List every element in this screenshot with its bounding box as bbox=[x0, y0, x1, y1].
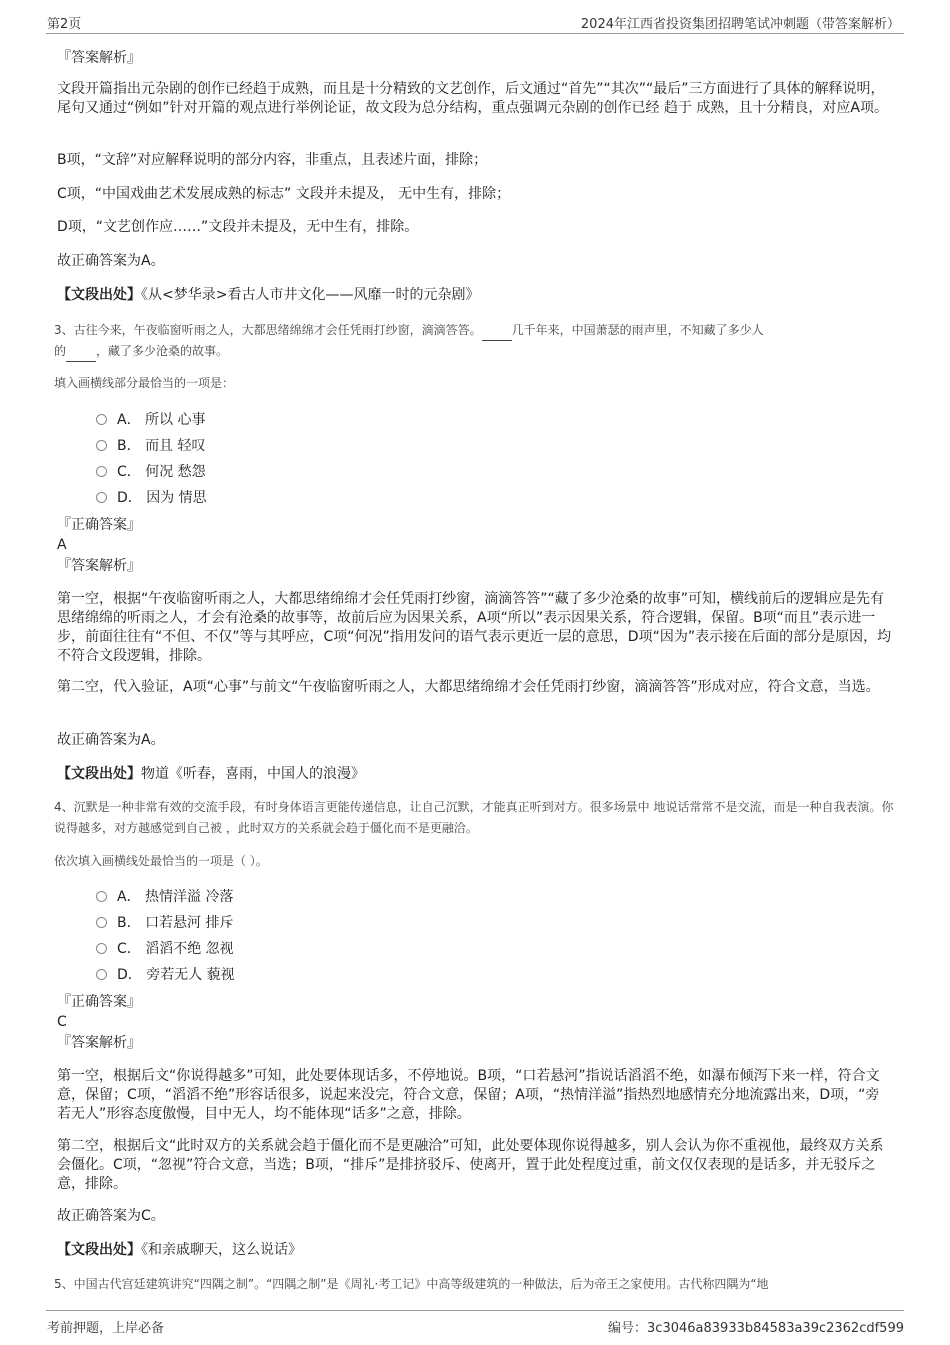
question-stem: 4、沉默是一种非常有效的交流手段，有时身体语言更能传递信息，让自己沉默，才能真正听到对方。很多场景中 地说话常常不是交流，而是一种自我表演。你说得越多，对方越感觉到自己被 ，此时双方的关系就会趋于僵化而不是更融洽。 bbox=[54, 800, 894, 835]
analysis-paragraph: 第一空，根据后文“你说得越多”可知，此处要体现话多，不停地说。B项，“口若悬河”指说话滔滔不绝，如瀑布倾泻下来一样，符合文意，保留；C项，“滔滔不绝”形容话很多，说起来没完，符合文意，保留；A项，“热情洋溢”指热烈地感情充分地流露出来，D项，“旁若无人”形容态度傲慢，目中无人，均不能体现“话多”之意，排除。 bbox=[57, 1068, 880, 1122]
fill-blank bbox=[482, 328, 512, 341]
option-text: 旁若无人 藐视 bbox=[146, 967, 235, 983]
analysis-title: 『答案解析』 bbox=[57, 50, 141, 66]
source-label: 【文段出处】 bbox=[57, 287, 141, 303]
answer-conclusion: 故正确答案为A。 bbox=[57, 253, 165, 269]
option-letter: C． bbox=[117, 464, 141, 480]
analysis-paragraph: B项，“文辞”对应解释说明的部分内容，非重点，且表述片面，排除； bbox=[57, 152, 488, 168]
question-prompt: 填入画横线部分最恰当的一项是： bbox=[54, 376, 235, 390]
source-title: 物道《听春，喜雨，中国人的浪漫》 bbox=[141, 766, 365, 782]
source-line bbox=[57, 765, 893, 784]
answer-conclusion: 故正确答案为A。 bbox=[57, 732, 165, 748]
source-line bbox=[57, 1241, 893, 1260]
analysis-paragraph: 第一空，根据“午夜临窗听雨之人，大都思绪绵绵才会任凭雨打纱窗，滴滴答答”“藏了多少沧桑的故事”可知，横线前后的逻辑应是先有思绪绵绵的听雨之人，才会有沧桑的故事等，故前后应为因果关系，A项“所以”表示因果关系，符合逻辑，保留。B项“而且”表示进一步，前面往往有“不但、不仅”等与其呼应，C项“何况”指用发问的语气表示更近一层的意思，D项“因为”表示接在后面的部分是原因，均不符合文段逻辑，排除。 bbox=[57, 591, 892, 664]
source-label: 【文段出处】 bbox=[57, 766, 141, 782]
option-a[interactable] bbox=[96, 888, 233, 906]
radio-icon[interactable] bbox=[96, 943, 107, 954]
analysis-paragraph: C项，“中国戏曲艺术发展成熟的标志” 文段并未提及， 无中生有，排除； bbox=[57, 186, 511, 202]
analysis-paragraph: 第二空，代入验证，A项“心事”与前文“午夜临窗听雨之人，大都思绪绵绵才会任凭雨打纱窗，滴滴答答”形成对应，符合文意，当选。 bbox=[57, 679, 880, 695]
radio-icon[interactable] bbox=[96, 414, 107, 425]
source-title: 《从<梦华录>看古人市井文化——风靡一时的元杂剧》 bbox=[141, 287, 480, 303]
option-c[interactable] bbox=[96, 463, 206, 481]
option-text: 热情洋溢 冷落 bbox=[145, 889, 234, 905]
option-letter: C． bbox=[117, 941, 141, 957]
page-footer bbox=[0, 1310, 950, 1345]
radio-icon[interactable] bbox=[96, 492, 107, 503]
option-d[interactable] bbox=[96, 489, 207, 507]
analysis-paragraph: D项，“文艺创作应……”文段并未提及，无中生有，排除。 bbox=[57, 219, 419, 235]
option-text: 所以 心事 bbox=[145, 412, 206, 428]
question-prompt: 依次填入画横线处最恰当的一项是（ ）。 bbox=[54, 854, 268, 868]
option-text: 而且 轻叹 bbox=[145, 438, 206, 454]
analysis-title: 『答案解析』 bbox=[57, 558, 141, 574]
document-code: 编号：3c3046a83933b84583a39c2362cdf599 bbox=[608, 1321, 904, 1336]
option-letter: B． bbox=[117, 915, 141, 931]
radio-icon[interactable] bbox=[96, 917, 107, 928]
correct-answer-title: 『正确答案』 bbox=[57, 517, 141, 533]
option-b[interactable] bbox=[96, 437, 206, 455]
radio-icon[interactable] bbox=[96, 891, 107, 902]
option-text: 口若悬河 排斥 bbox=[145, 915, 234, 931]
radio-icon[interactable] bbox=[96, 466, 107, 477]
source-title: 《和亲戚聊天，这么说话》 bbox=[141, 1242, 302, 1258]
analysis-paragraph: 第二空，根据后文“此时双方的关系就会趋于僵化而不是更融洽”可知，此处要体现你说得越多，别人会认为你不重视他，最终双方关系会僵化。C项，“忽视”符合文意，当选；B项，“排斥”是排挤驳斥、使离开，置于此处程度过重，前文仅仅表现的是话多，并无驳斥之意，排除。 bbox=[57, 1138, 884, 1192]
option-letter: D． bbox=[117, 490, 142, 506]
analysis-paragraph: 文段开篇指出元杂剧的创作已经趋于成熟，而且是十分精致的文艺创作，后文通过“首先”“其次”“最后”三方面进行了具体的解释说明，尾句又通过“例如”针对开篇的观点进行举例论证，故文段为总分结构，重点强调元杂剧的创作已经 趋于 成熟，且十分精良，对应A项。 bbox=[57, 81, 888, 116]
option-b[interactable] bbox=[96, 914, 234, 932]
source-line bbox=[57, 286, 893, 305]
header-divider bbox=[46, 33, 904, 34]
stem-part: 几千年来，中国萧瑟的雨声里，不知藏了多少人 bbox=[511, 323, 764, 337]
page-number: 第2页 bbox=[47, 17, 82, 32]
footer-slogan: 考前押题，上岸必备 bbox=[47, 1321, 165, 1336]
option-text: 何况 愁怨 bbox=[145, 464, 206, 480]
option-c[interactable] bbox=[96, 940, 234, 958]
option-letter: B． bbox=[117, 438, 141, 454]
option-letter: A． bbox=[117, 412, 141, 428]
option-letter: D． bbox=[117, 967, 142, 983]
question-stem: 5、中国古代宫廷建筑讲究“四隅之制”。“四隅之制”是《周礼·考工记》中高等级建筑的一种做法，后为帝王之家使用。古代称四隅为“地 bbox=[54, 1277, 769, 1291]
analysis-title: 『答案解析』 bbox=[57, 1035, 141, 1051]
fill-blank bbox=[66, 349, 96, 362]
option-a[interactable] bbox=[96, 411, 205, 429]
page-header bbox=[0, 0, 950, 34]
question-stem bbox=[54, 320, 899, 362]
option-text: 因为 情思 bbox=[146, 490, 207, 506]
option-letter: A． bbox=[117, 889, 141, 905]
option-d[interactable] bbox=[96, 966, 235, 984]
source-label: 【文段出处】 bbox=[57, 1242, 141, 1258]
radio-icon[interactable] bbox=[96, 440, 107, 451]
answer-conclusion: 故正确答案为C。 bbox=[57, 1208, 165, 1224]
document-title: 2024年江西省投资集团招聘笔试冲刺题（带答案解析） bbox=[580, 17, 900, 32]
radio-icon[interactable] bbox=[96, 969, 107, 980]
footer-divider bbox=[46, 1310, 904, 1311]
stem-part: 3、古往今来，午夜临窗听雨之人，大都思绪绵绵才会任凭雨打纱窗，滴滴答答。 bbox=[54, 323, 482, 337]
correct-answer: C bbox=[57, 1014, 67, 1030]
stem-part: 的 bbox=[54, 344, 67, 358]
option-text: 滔滔不绝 忽视 bbox=[145, 941, 234, 957]
stem-part: ，藏了多少沧桑的故事。 bbox=[96, 344, 229, 358]
correct-answer-title: 『正确答案』 bbox=[57, 994, 141, 1010]
correct-answer: A bbox=[57, 537, 67, 553]
